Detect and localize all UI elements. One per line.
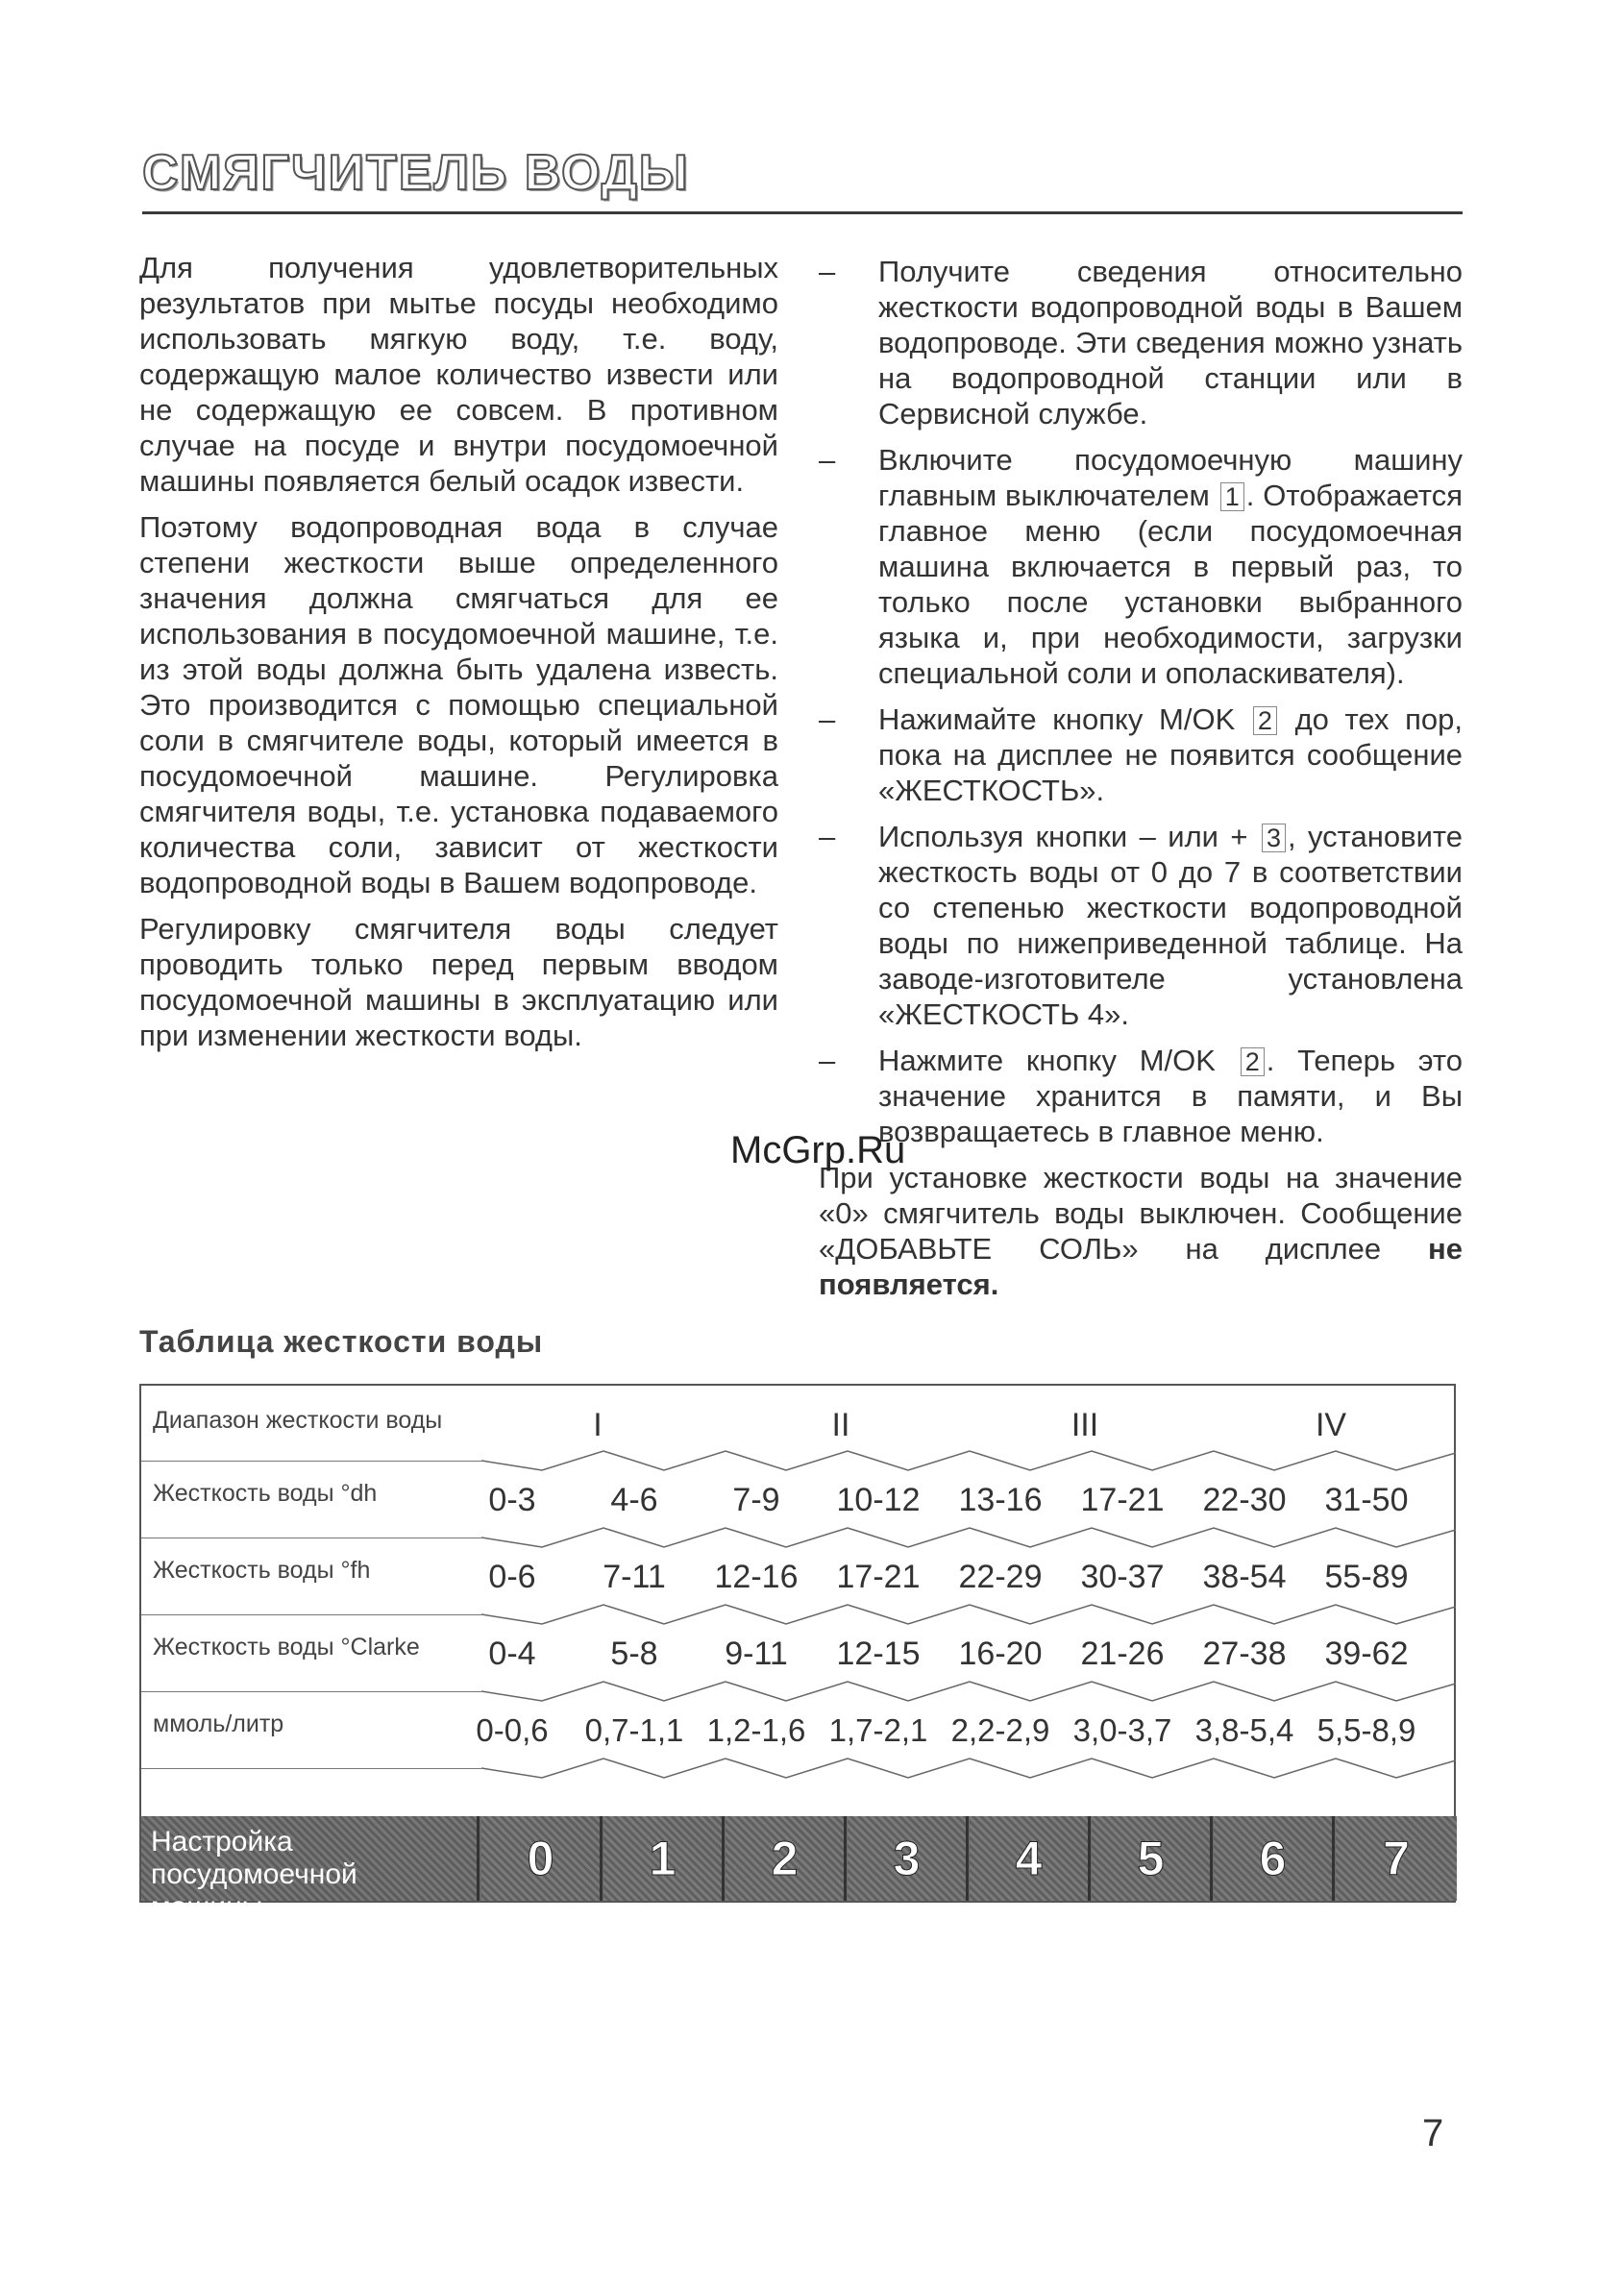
paragraph: Для получения удовлетворительных результатов при мытье посуды необходимо использовать мягкую воду, т.е. воду, содержащую малое количество извести или не содержащую ее совсем. В противном случае на посуде и внутри посудомоечной машины появляется белый осадок извести. bbox=[139, 251, 778, 498]
page-number: 7 bbox=[1422, 2112, 1444, 2154]
paragraph: Поэтому водопроводная вода в случае степени жесткости выше определенного значения должна смягчаться для ее использования в посудомоечной машине, т.е. из этой воды должна быть удалена известь. Это производится с помощью специальной соли в смягчителе воды, который имеется в посудомоечной машине. Регулировка смягчителя воды, т.е. установка подаваемого количества соли, зависит от жесткости водопроводной воды в Вашем водопроводе. bbox=[139, 510, 778, 899]
zigzag-line bbox=[481, 1682, 1456, 1701]
key-ref: 3 bbox=[1262, 824, 1286, 852]
dash-bullet: – bbox=[819, 255, 836, 288]
table-cell: 9-11 bbox=[725, 1636, 788, 1672]
right-column bbox=[819, 254, 1463, 1313]
list-item bbox=[819, 701, 1463, 808]
range-i: I bbox=[593, 1407, 603, 1443]
table-cell: 30-37 bbox=[1080, 1559, 1165, 1595]
list-item bbox=[819, 819, 1463, 1032]
row-divider bbox=[141, 1614, 481, 1615]
table-cell: 27-38 bbox=[1202, 1636, 1287, 1672]
dash-bullet: – bbox=[819, 443, 836, 477]
setting-value: 3 bbox=[848, 1816, 969, 1901]
range-iii: III bbox=[1070, 1407, 1099, 1443]
text-fragment: Нажимайте кнопку M/OK bbox=[878, 702, 1236, 736]
text-fragment: При установке жесткости воды на значение «0» смягчитель воды выключен. Сообщение «ДОБАВЬТЕ СОЛЬ» на дисплее bbox=[819, 1161, 1463, 1266]
list-item-text bbox=[878, 819, 1463, 1032]
list-item-text bbox=[878, 442, 1463, 691]
row-label: ммоль/литр bbox=[153, 1710, 284, 1737]
table-cell: 0-0,6 bbox=[476, 1712, 549, 1748]
table-cell: 2,2-2,9 bbox=[950, 1712, 1050, 1748]
table-cell: 7-9 bbox=[732, 1482, 780, 1518]
dash-bullet: – bbox=[819, 702, 836, 736]
row-divider bbox=[141, 1691, 481, 1692]
list-item bbox=[819, 1043, 1463, 1149]
row-divider bbox=[141, 1768, 481, 1769]
setting-value: 5 bbox=[1092, 1816, 1213, 1901]
table-cell: 16-20 bbox=[958, 1636, 1043, 1672]
settings-row bbox=[141, 1816, 1454, 1923]
table-cell: 31-50 bbox=[1324, 1482, 1409, 1518]
table-cell: 0-3 bbox=[488, 1482, 536, 1518]
key-ref: 1 bbox=[1220, 482, 1244, 511]
zigzag-line bbox=[481, 1605, 1456, 1624]
table-cell: 1,2-1,6 bbox=[706, 1712, 806, 1748]
text-fragment: . Отображается главное меню (если посудомоечная машина включается в первый раз, то только после установки выбранного языка и, при необходимости, загрузки специальной соли и ополаскивателя). bbox=[878, 479, 1463, 690]
table-cell: 10-12 bbox=[836, 1482, 921, 1518]
key-ref: 2 bbox=[1241, 1047, 1265, 1076]
table-cell: 0-4 bbox=[488, 1636, 536, 1672]
list-item bbox=[819, 442, 1463, 691]
text-fragment: Нажмите кнопку M/OK bbox=[878, 1044, 1216, 1077]
zigzag-line bbox=[481, 1451, 1456, 1470]
dash-bullet: – bbox=[819, 1044, 836, 1077]
table-cell: 3,0-3,7 bbox=[1072, 1712, 1172, 1748]
key-ref: 2 bbox=[1253, 706, 1277, 735]
text-fragment: , установите жесткость воды от 0 до 7 в соответствии со степенью жесткости водопроводной воды по нижеприведенной таблице. На заводе-изготовителе установлена «ЖЕСТКОСТЬ 4». bbox=[878, 820, 1463, 1031]
table-cell: 3,8-5,4 bbox=[1194, 1712, 1294, 1748]
list-item bbox=[819, 254, 1463, 431]
text-fragment: Используя кнопки – или + bbox=[878, 820, 1248, 853]
row-label: Жесткость воды °fh bbox=[153, 1557, 371, 1584]
title-divider bbox=[142, 211, 1463, 214]
table-cell: 17-21 bbox=[1080, 1482, 1165, 1518]
zigzag-line bbox=[481, 1759, 1456, 1778]
text-fragment: до тех пор, пока на дисплее не появится сообщение «ЖЕСТКОСТЬ». bbox=[878, 702, 1463, 807]
settings-label: Настройка посудомоечной машины bbox=[141, 1816, 480, 1901]
list-item-text: Получите сведения относительно жесткости водопроводной воды в Вашем водопроводе. Эти сведения можно узнать на водопроводной станции или в Сервисной службе. bbox=[878, 255, 1463, 431]
range-label: Диапазон жесткости воды bbox=[153, 1407, 443, 1434]
setting-value: 7 bbox=[1336, 1816, 1457, 1901]
setting-value: 6 bbox=[1214, 1816, 1335, 1901]
note-paragraph bbox=[819, 1160, 1463, 1302]
text-fragment: . Теперь это значение хранится в памяти, и Вы возвращаетесь в главное меню. bbox=[878, 1044, 1464, 1148]
table-cell: 39-62 bbox=[1324, 1636, 1409, 1672]
setting-value: 2 bbox=[726, 1816, 847, 1901]
table-cell: 22-29 bbox=[958, 1559, 1043, 1595]
table-cell: 0,7-1,1 bbox=[584, 1712, 684, 1748]
row-divider bbox=[141, 1461, 481, 1462]
table-cell: 4-6 bbox=[610, 1482, 658, 1518]
table-cell: 22-30 bbox=[1202, 1482, 1287, 1518]
zigzag-line bbox=[481, 1528, 1456, 1547]
dash-bullet: – bbox=[819, 820, 836, 853]
table-cell: 5,5-8,9 bbox=[1316, 1712, 1416, 1748]
table-cell: 38-54 bbox=[1202, 1559, 1287, 1595]
table-cell: 7-11 bbox=[603, 1559, 666, 1595]
text-fragment: Включите посудомоечную машину главным выключателем bbox=[878, 443, 1463, 512]
paragraph: Регулировку смягчителя воды следует проводить только перед первым вводом посудомоечной машины в эксплуатацию или при изменении жесткости воды. bbox=[139, 912, 778, 1052]
table-cell: 5-8 bbox=[610, 1636, 658, 1672]
range-ii: II bbox=[831, 1407, 850, 1443]
table-title: Таблица жесткости воды bbox=[139, 1324, 544, 1359]
list-item-text bbox=[878, 701, 1463, 808]
range-iv: IV bbox=[1315, 1407, 1347, 1443]
table-cell: 55-89 bbox=[1324, 1559, 1409, 1595]
table-cell: 17-21 bbox=[836, 1559, 921, 1595]
table-cell: 12-15 bbox=[836, 1636, 921, 1672]
watermark: McGrp.Ru bbox=[730, 1129, 906, 1171]
table-cell: 13-16 bbox=[958, 1482, 1043, 1518]
row-label: Жесткость воды °dh bbox=[153, 1480, 378, 1507]
row-label: Жесткость воды °Clarke bbox=[153, 1634, 420, 1661]
list-item-text bbox=[878, 1043, 1463, 1149]
note-emphasis: не появляется. bbox=[819, 1232, 1463, 1301]
setting-value: 0 bbox=[481, 1816, 603, 1901]
hardness-table bbox=[139, 1384, 1456, 1923]
table-cell: 21-26 bbox=[1080, 1636, 1165, 1672]
setting-value: 4 bbox=[970, 1816, 1091, 1901]
table-cell: 1,7-2,1 bbox=[828, 1712, 928, 1748]
page-title: СМЯГЧИТЕЛЬ ВОДЫ bbox=[142, 145, 690, 201]
table-cell: 0-6 bbox=[488, 1559, 536, 1595]
table-cell: 12-16 bbox=[714, 1559, 799, 1595]
setting-value: 1 bbox=[603, 1816, 725, 1901]
left-column bbox=[139, 250, 778, 1064]
